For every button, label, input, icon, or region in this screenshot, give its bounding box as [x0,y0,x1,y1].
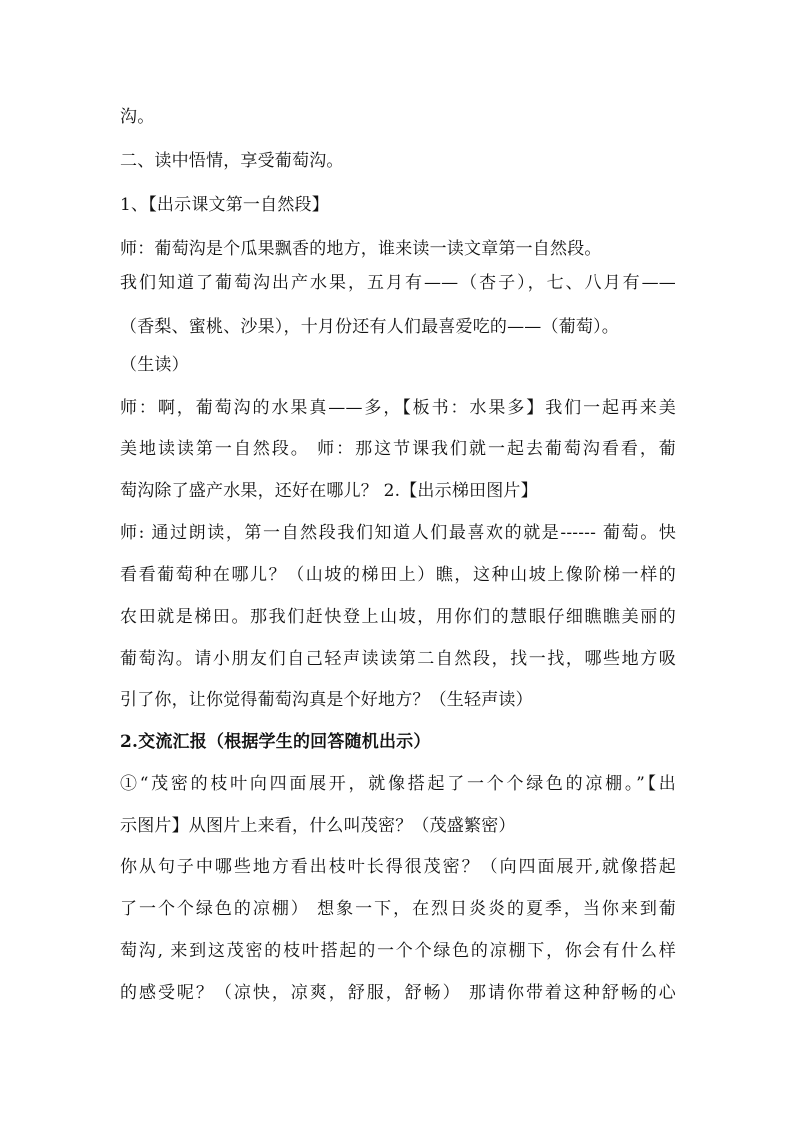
text-line: 示图片】从图片上来看，什么叫茂密？（茂盛繁密） [120,816,516,836]
step-heading: 2.交流汇报（根据学生的回答随机出示） [120,732,431,752]
text-line: 萄沟除了盛产水果，还好在哪儿？ 2.【出示梯田图片】 [120,481,538,501]
text-line: 农田就是梯田。那我们赶快登上山坡，用你们的慧眼仔细瞧瞧美丽的 [120,607,676,627]
quote-line: ①“茂密的枝叶向四面展开，就像搭起了一个个绿色的凉棚。”【出 [120,774,676,794]
text-line: （香梨、蜜桃、沙果），十月份还有人们最喜爱吃的——（葡萄）。 [120,317,619,337]
text-line: 了一个个绿色的凉棚） 想象一下，在烈日炎炎的夏季，当你来到葡 [120,899,676,919]
text-line: （生读） [120,355,189,375]
text-line: 美地读读第一自然段。 师：那这节课我们就一起去葡萄沟看看，葡 [120,439,676,459]
step-heading: 1、【出示课文第一自然段】 [120,195,329,215]
text-line: 师：葡萄沟是个瓜果飘香的地方，谁来读一读文章第一自然段。 [120,239,602,259]
section-heading: 二、读中悟情，享受葡萄沟。 [120,151,344,171]
text-line: 萄沟, 来到这茂密的枝叶搭起的一个个绿色的凉棚下，你会有什么样 [120,941,676,961]
text-line: 我们知道了葡萄沟出产水果，五月有——（杏子），七、八月有—— [120,273,676,293]
text-line: 师: 通过朗读，第一自然段我们知道人们最喜欢的就是------ 葡萄。快 [120,523,676,543]
text-line: 师：啊，葡萄沟的水果真——多，【板书：水果多】我们一起再来美 [120,398,676,418]
text-line: 看看葡萄种在哪儿？（山坡的梯田上）瞧，这种山坡上像阶梯一样的 [120,565,676,585]
text-line: 引了你，让你觉得葡萄沟真是个好地方？（生轻声读） [120,690,533,710]
text-line: 葡萄沟。请小朋友们自己轻声读读第二自然段，找一找，哪些地方吸 [120,649,676,669]
text-line: 你从句子中哪些地方看出枝叶长得很茂密？（向四面展开,就像搭起 [120,857,676,877]
text-line: 的感受呢？（凉快，凉爽，舒服，舒畅） 那请你带着这种舒畅的心 [120,983,676,1003]
text-line: 沟。 [120,107,155,127]
